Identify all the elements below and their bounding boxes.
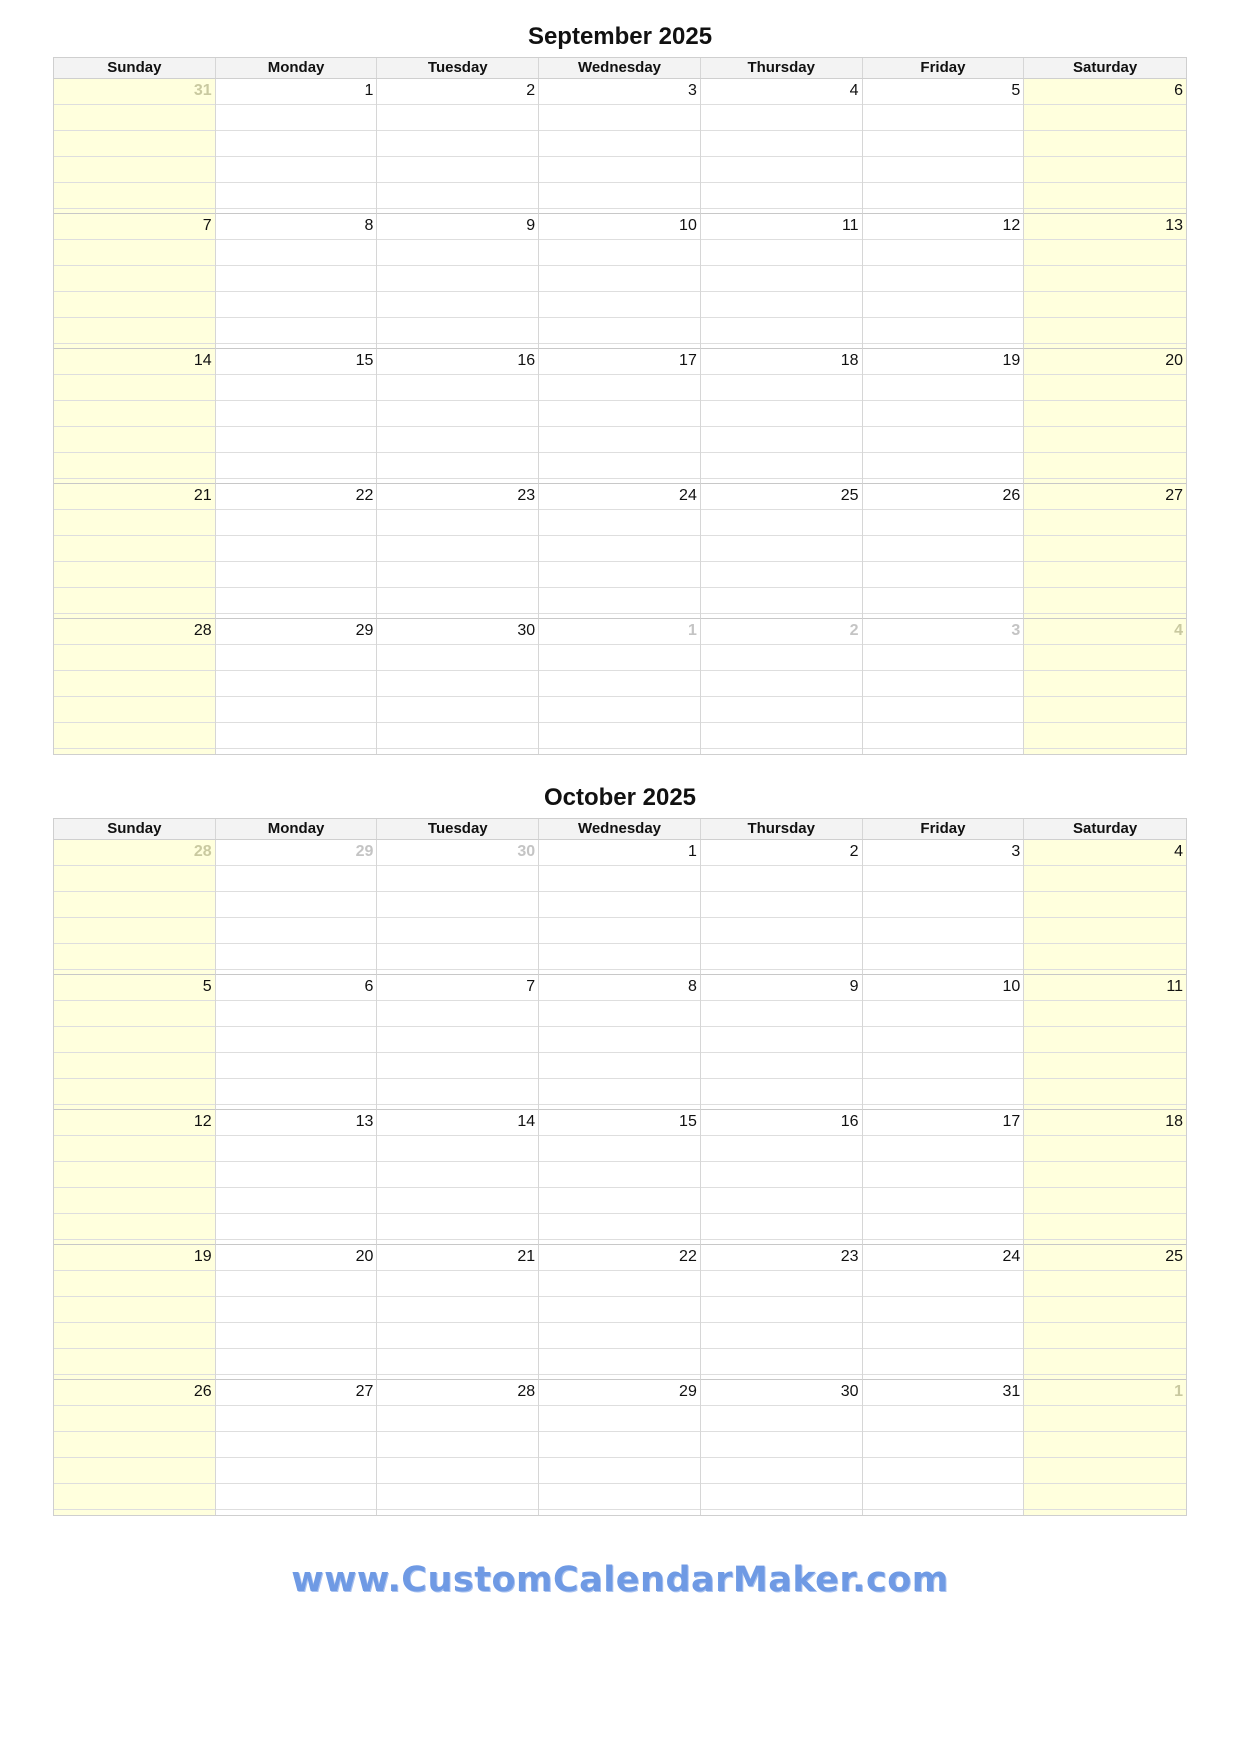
adjacent-month-day-number: 30 xyxy=(517,843,536,860)
day-cell xyxy=(216,840,378,975)
weekday-header: Wednesday xyxy=(539,819,701,839)
day-number: 17 xyxy=(679,352,697,369)
day-cell xyxy=(377,840,539,975)
day-cell xyxy=(216,1380,378,1515)
day-cell xyxy=(1024,975,1186,1110)
calendar-grid xyxy=(53,57,1187,755)
day-cell xyxy=(54,1110,216,1245)
day-cell xyxy=(539,79,701,214)
day-cell xyxy=(377,349,539,484)
day-number: 3 xyxy=(1011,843,1021,860)
day-cell xyxy=(863,79,1025,214)
adjacent-month-day-number: 31 xyxy=(193,82,212,99)
day-number: 7 xyxy=(526,978,536,995)
day-number: 22 xyxy=(355,487,374,504)
day-cell xyxy=(1024,840,1186,975)
day-number: 11 xyxy=(841,217,859,234)
adjacent-month-day-number: 2 xyxy=(849,622,859,639)
day-number: 29 xyxy=(355,622,374,639)
day-cell xyxy=(216,1245,378,1380)
weeks-grid xyxy=(54,79,1186,754)
day-cell xyxy=(701,1110,863,1245)
day-number: 6 xyxy=(364,978,374,995)
day-cell xyxy=(54,975,216,1110)
day-cell xyxy=(863,619,1025,754)
day-cell xyxy=(54,1245,216,1380)
day-cell xyxy=(54,1380,216,1515)
month-title: October 2025 xyxy=(543,784,697,811)
day-number: 14 xyxy=(517,1113,536,1130)
day-number: 24 xyxy=(679,487,697,504)
day-number: 28 xyxy=(193,622,212,639)
day-number: 22 xyxy=(679,1248,697,1265)
day-number: 10 xyxy=(679,217,697,234)
day-cell xyxy=(216,619,378,754)
day-number: 24 xyxy=(1002,1248,1021,1265)
day-number: 8 xyxy=(364,217,374,234)
day-cell xyxy=(216,79,378,214)
day-number: 11 xyxy=(1166,978,1183,995)
adjacent-month-day-number: 4 xyxy=(1174,622,1183,639)
day-number: 26 xyxy=(193,1383,212,1400)
day-number: 19 xyxy=(193,1248,212,1265)
day-number: 27 xyxy=(1165,487,1183,504)
day-cell xyxy=(377,214,539,349)
day-number: 23 xyxy=(840,1248,859,1265)
day-number: 20 xyxy=(1165,352,1183,369)
day-number: 2 xyxy=(526,82,536,99)
day-number: 3 xyxy=(687,82,697,99)
day-number: 20 xyxy=(355,1248,374,1265)
day-cell xyxy=(377,1245,539,1380)
day-cell xyxy=(54,349,216,484)
day-number: 16 xyxy=(840,1113,859,1130)
day-cell xyxy=(539,619,701,754)
day-number: 2 xyxy=(849,843,859,860)
day-cell xyxy=(377,1110,539,1245)
day-cell xyxy=(1024,1245,1186,1380)
day-number: 21 xyxy=(193,487,212,504)
day-number: 1 xyxy=(364,82,374,99)
day-cell xyxy=(54,214,216,349)
weekday-header: Monday xyxy=(216,58,378,78)
adjacent-month-day-number: 1 xyxy=(1174,1383,1183,1400)
day-cell xyxy=(701,1245,863,1380)
day-number: 21 xyxy=(517,1248,536,1265)
day-cell xyxy=(539,484,701,619)
weekday-header-row xyxy=(54,58,1186,79)
calendar-grid xyxy=(53,818,1187,1516)
day-number: 23 xyxy=(517,487,536,504)
day-number: 30 xyxy=(517,622,536,639)
day-cell xyxy=(863,1380,1025,1515)
day-cell xyxy=(1024,619,1186,754)
month-october xyxy=(53,778,1187,1516)
day-cell xyxy=(54,619,216,754)
website-url[interactable]: www.CustomCalendarMaker.com xyxy=(291,1560,949,1600)
weeks-grid xyxy=(54,840,1186,1515)
day-number: 19 xyxy=(1002,352,1021,369)
day-number: 29 xyxy=(679,1383,697,1400)
day-cell xyxy=(539,1380,701,1515)
day-number: 27 xyxy=(355,1383,374,1400)
adjacent-month-day-number: 28 xyxy=(193,843,212,860)
day-cell xyxy=(54,840,216,975)
day-cell xyxy=(377,619,539,754)
weekday-header: Thursday xyxy=(701,819,863,839)
day-number: 25 xyxy=(840,487,859,504)
day-cell xyxy=(863,840,1025,975)
adjacent-month-day-number: 1 xyxy=(687,622,697,639)
weekday-header: Monday xyxy=(216,819,378,839)
day-number: 26 xyxy=(1002,487,1021,504)
day-number: 15 xyxy=(355,352,374,369)
weekday-header: Tuesday xyxy=(377,58,539,78)
day-cell xyxy=(701,79,863,214)
adjacent-month-day-number: 3 xyxy=(1011,622,1021,639)
day-cell xyxy=(701,484,863,619)
day-cell xyxy=(54,79,216,214)
day-cell xyxy=(701,349,863,484)
day-cell xyxy=(377,484,539,619)
day-number: 18 xyxy=(1165,1113,1183,1130)
day-cell xyxy=(377,975,539,1110)
day-cell xyxy=(377,1380,539,1515)
day-cell xyxy=(539,214,701,349)
day-number: 4 xyxy=(1174,843,1183,860)
day-number: 12 xyxy=(1002,217,1021,234)
day-number: 16 xyxy=(517,352,536,369)
weekday-header: Tuesday xyxy=(377,819,539,839)
day-number: 28 xyxy=(517,1383,536,1400)
day-number: 12 xyxy=(193,1113,212,1130)
day-number: 15 xyxy=(679,1113,697,1130)
day-cell xyxy=(863,975,1025,1110)
day-cell xyxy=(1024,214,1186,349)
day-cell xyxy=(1024,484,1186,619)
day-cell xyxy=(216,484,378,619)
day-cell xyxy=(377,79,539,214)
weekday-header-row xyxy=(54,819,1186,840)
day-cell xyxy=(701,1380,863,1515)
day-number: 17 xyxy=(1002,1113,1021,1130)
day-cell xyxy=(701,214,863,349)
day-cell xyxy=(863,349,1025,484)
day-number: 4 xyxy=(849,82,859,99)
day-number: 7 xyxy=(202,217,212,234)
adjacent-month-day-number: 29 xyxy=(355,843,374,860)
day-cell xyxy=(216,349,378,484)
day-cell xyxy=(1024,1110,1186,1245)
day-number: 30 xyxy=(840,1383,859,1400)
day-cell xyxy=(216,975,378,1110)
weekday-header: Saturday xyxy=(1073,59,1138,76)
day-cell xyxy=(539,1110,701,1245)
day-number: 5 xyxy=(1011,82,1021,99)
weekday-header: Sunday xyxy=(54,819,216,839)
day-number: 13 xyxy=(1165,217,1183,234)
day-cell xyxy=(701,975,863,1110)
day-cell xyxy=(216,1110,378,1245)
day-number: 13 xyxy=(355,1113,374,1130)
month-title: September 2025 xyxy=(527,23,713,50)
day-cell xyxy=(216,214,378,349)
day-number: 25 xyxy=(1165,1248,1183,1265)
day-number: 8 xyxy=(687,978,697,995)
weekday-header: Thursday xyxy=(701,58,863,78)
weekday-header: Wednesday xyxy=(539,58,701,78)
month-september xyxy=(53,17,1187,755)
day-cell xyxy=(1024,1380,1186,1515)
day-number: 6 xyxy=(1174,82,1183,99)
day-cell xyxy=(863,484,1025,619)
weekday-header: Sunday xyxy=(54,58,216,78)
day-number: 10 xyxy=(1002,978,1021,995)
day-number: 14 xyxy=(193,352,212,369)
day-cell xyxy=(1024,349,1186,484)
day-cell xyxy=(863,214,1025,349)
day-cell xyxy=(539,349,701,484)
day-cell xyxy=(539,1245,701,1380)
day-cell xyxy=(539,840,701,975)
day-cell xyxy=(1024,79,1186,214)
day-number: 18 xyxy=(840,352,859,369)
day-cell xyxy=(701,840,863,975)
day-cell xyxy=(539,975,701,1110)
weekday-header: Friday xyxy=(863,819,1025,839)
day-cell xyxy=(863,1245,1025,1380)
day-cell xyxy=(863,1110,1025,1245)
weekday-header: Saturday xyxy=(1073,820,1138,837)
day-number: 31 xyxy=(1002,1383,1021,1400)
day-number: 1 xyxy=(687,843,697,860)
day-number: 5 xyxy=(202,978,212,995)
day-number: 9 xyxy=(526,217,536,234)
day-cell xyxy=(54,484,216,619)
weekday-header: Friday xyxy=(863,58,1025,78)
day-cell xyxy=(701,619,863,754)
day-number: 9 xyxy=(849,978,859,995)
